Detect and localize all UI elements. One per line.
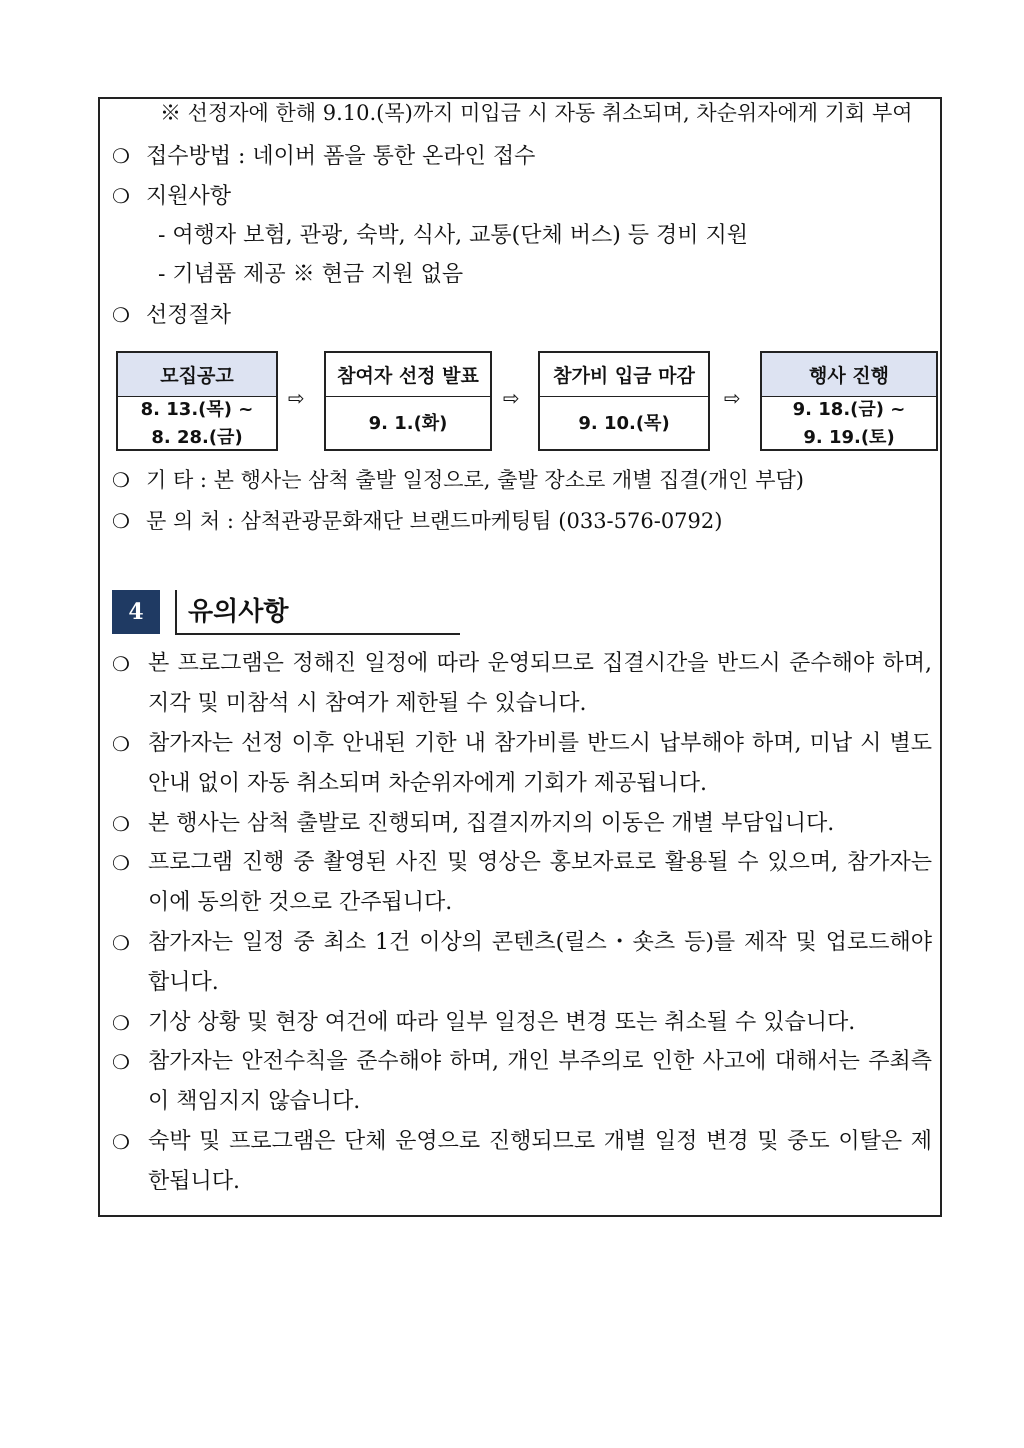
notice-item xyxy=(112,1042,932,1122)
support-item: - 기념품 제공 ※ 현금 지원 없음 xyxy=(158,262,464,287)
notice-text: 숙박 및 프로그램은 단체 운영으로 진행되므로 개별 일정 변경 및 중도 이탈은 제한됩니다. xyxy=(148,1129,932,1194)
flow-step-body: 9. 1.(화) xyxy=(368,413,448,434)
arrow-right-icon: ⇨ xyxy=(288,386,305,410)
notice-item xyxy=(112,843,932,923)
section-divider xyxy=(175,590,177,634)
bullet-icon: ❍ xyxy=(112,652,130,676)
flow-step-body: 8. 13.(목) ~ 8. 28.(금) xyxy=(140,399,254,448)
bullet-icon: ❍ xyxy=(112,1011,130,1035)
notice-item xyxy=(112,644,932,724)
bullet-icon: ❍ xyxy=(112,851,130,875)
misc-line xyxy=(112,466,804,494)
support-title-line xyxy=(112,182,231,211)
notice-item xyxy=(112,1003,932,1043)
flow-step-body: 9. 10.(목) xyxy=(578,413,670,434)
arrow-right-icon: ⇨ xyxy=(503,386,520,410)
flow-step-head: 참여자 선정 발표 xyxy=(326,353,490,397)
bullet-icon: ❍ xyxy=(112,931,130,955)
bullet-icon: ❍ xyxy=(112,468,130,492)
bullet-icon: ❍ xyxy=(112,1130,130,1154)
notice-text: 본 행사는 삼척 출발로 진행되며, 집결지까지의 이동은 개별 부담입니다. xyxy=(148,811,835,836)
flow-step xyxy=(116,351,278,451)
flow-step-head: 참가비 입금 마감 xyxy=(540,353,708,397)
bullet-icon: ❍ xyxy=(112,509,130,533)
contact-line xyxy=(112,507,722,535)
bullet-icon: ❍ xyxy=(112,812,130,836)
notice-text: 프로그램 진행 중 촬영된 사진 및 영상은 홍보자료로 활용될 수 있으며, 참가자는 이에 동의한 것으로 간주됩니다. xyxy=(148,850,932,915)
bullet-icon: ❍ xyxy=(112,184,130,208)
notice-text: 참가자는 안전수칙을 준수해야 하며, 개인 부주의로 인한 사고에 대해서는 주최측이 책임지지 않습니다. xyxy=(148,1049,932,1114)
notice-item xyxy=(112,923,932,1003)
notice-item xyxy=(112,1122,932,1202)
selection-title-line xyxy=(112,301,231,330)
support-item: - 여행자 보험, 관광, 숙박, 식사, 교통(단체 버스) 등 경비 지원 xyxy=(158,223,749,248)
notice-text: 참가자는 일정 중 최소 1건 이상의 콘텐츠(릴스・숏츠 등)를 제작 및 업로드해야 합니다. xyxy=(148,930,932,995)
support-title: 지원사항 xyxy=(146,184,232,209)
section-number: 4 xyxy=(112,590,160,634)
notice-item xyxy=(112,804,932,844)
section-title: 유의사항 xyxy=(188,597,289,627)
notice-text: 기상 상황 및 현장 여건에 따라 일부 일정은 변경 또는 취소될 수 있습니다. xyxy=(148,1010,856,1035)
notice-text: 본 프로그램은 정해진 일정에 따라 운영되므로 집결시간을 반드시 준수해야 하며, 지각 및 미참석 시 참여가 제한될 수 있습니다. xyxy=(148,651,932,716)
flow-step-head: 행사 진행 xyxy=(762,353,936,397)
misc-text: 기 타 : 본 행사는 삼척 출발 일정으로, 출발 장소로 개별 집결(개인 부담) xyxy=(146,468,804,492)
bullet-icon: ❍ xyxy=(112,303,130,327)
flow-step xyxy=(324,351,492,451)
selection-title: 선정절차 xyxy=(146,303,232,328)
notice-text: 참가자는 선정 이후 안내된 기한 내 참가비를 반드시 납부해야 하며, 미납 시 별도 안내 없이 자동 취소되며 차순위자에게 기회가 제공됩니다. xyxy=(148,731,932,796)
top-note: ※ 선정자에 한해 9.10.(목)까지 미입금 시 자동 취소되며, 차순위자에게 기회 부여 xyxy=(160,101,913,125)
flow-step-head: 모집공고 xyxy=(118,353,276,397)
contact-text: 문 의 처 : 삼척관광문화재단 브랜드마케팅팀 (033-576-0792) xyxy=(146,509,723,533)
flow-step xyxy=(538,351,710,451)
notice-item xyxy=(112,724,932,804)
intake-line xyxy=(112,142,535,171)
arrow-right-icon: ⇨ xyxy=(724,386,741,410)
bullet-icon: ❍ xyxy=(112,144,130,168)
intake-text: 접수방법 : 네이버 폼을 통한 온라인 접수 xyxy=(146,144,536,169)
section-underline xyxy=(175,633,460,635)
bullet-icon: ❍ xyxy=(112,1050,130,1074)
bullet-icon: ❍ xyxy=(112,732,130,756)
flow-step-body: 9. 18.(금) ~ 9. 19.(토) xyxy=(792,399,906,448)
flow-step xyxy=(760,351,938,451)
